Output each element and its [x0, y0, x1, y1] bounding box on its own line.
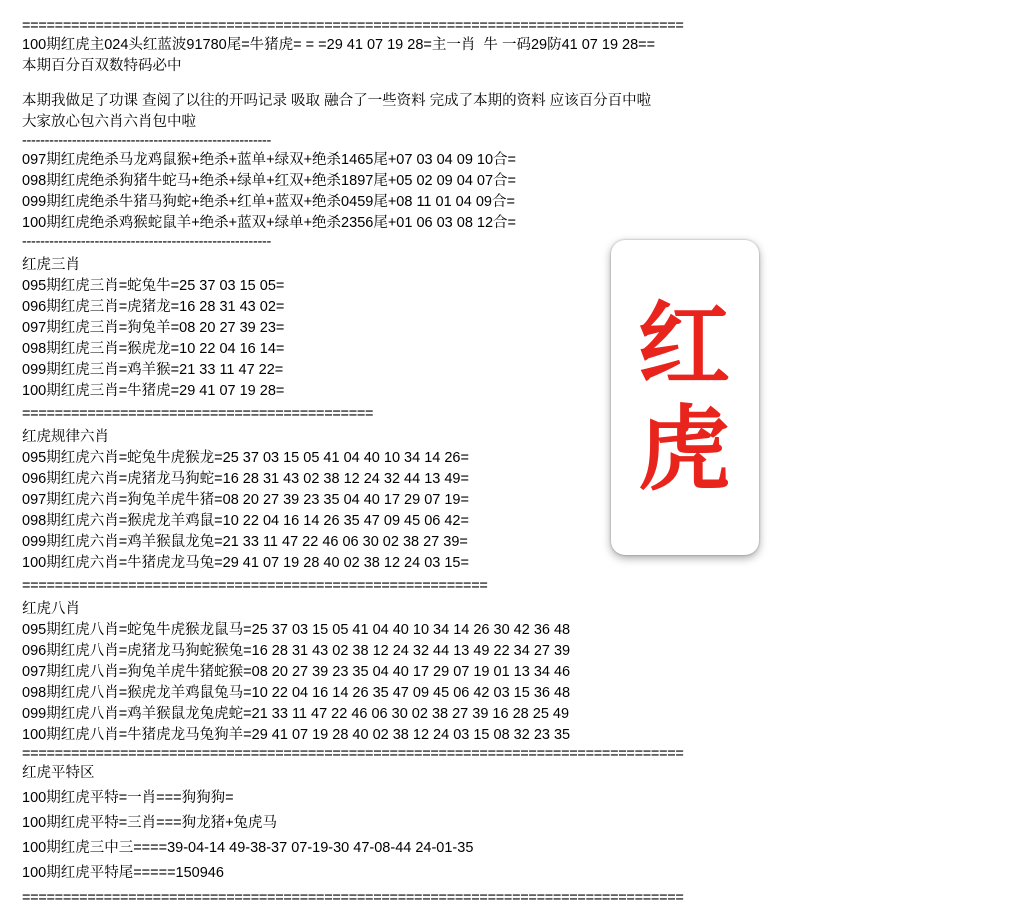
header-line-2: 本期百分百双数特码必中	[22, 58, 182, 74]
pingte-line-2: 100期红虎平特=三肖===狗龙猪+兔虎马	[22, 815, 278, 831]
liuxiao-line-3: 097期红虎六肖=狗兔羊虎牛猪=08 20 27 39 23 35 04 40 17 29 07 19=	[22, 492, 469, 508]
divider-dash-1: -------------------------------------------------------	[22, 133, 272, 149]
section-title-baxiao: 红虎八肖	[22, 601, 80, 617]
pingte-line-1: 100期红虎平特=一肖===狗狗狗=	[22, 790, 234, 806]
liuxiao-line-4: 098期红虎六肖=猴虎龙羊鸡鼠=10 22 04 16 14 26 35 47 09 45 06 42=	[22, 513, 469, 529]
divider-eq-long-2: =================================================================================	[22, 746, 684, 762]
juesha-line-3: 099期红虎绝杀牛猪马狗蛇+绝杀+红单+蓝双+绝杀0459尾+08 11 01 04 09合=	[22, 194, 515, 210]
sanxiao-line-1: 095期红虎三肖=蛇兔牛=25 37 03 15 05=	[22, 278, 285, 294]
liuxiao-line-6: 100期红虎六肖=牛猪虎龙马兔=29 41 07 19 28 40 02 38 12 24 03 15=	[22, 555, 469, 571]
divider-eq-mid-2: =========================================================	[22, 578, 488, 594]
section-title-sanxiao: 红虎三肖	[22, 257, 80, 273]
divider-top: =================================================================================	[22, 18, 684, 34]
juesha-line-4: 100期红虎绝杀鸡猴蛇鼠羊+绝杀+蓝双+绿单+绝杀2356尾+01 06 03 08 12合=	[22, 215, 517, 231]
divider-eq-mid-1: ===========================================	[22, 406, 374, 422]
section-title-liuxiao: 红虎规律六肖	[22, 429, 109, 445]
divider-dash-2: -------------------------------------------------------	[22, 234, 272, 250]
sanxiao-line-6: 100期红虎三肖=牛猪虎=29 41 07 19 28=	[22, 383, 285, 399]
sanxiao-line-2: 096期红虎三肖=虎猪龙=16 28 31 43 02=	[22, 299, 285, 315]
pingte-line-4: 100期红虎平特尾=====150946	[22, 865, 224, 881]
baxiao-line-6: 100期红虎八肖=牛猪虎龙马兔狗羊=29 41 07 19 28 40 02 38 12 24 03 15 08 32 23 35	[22, 727, 571, 743]
baxiao-line-4: 098期红虎八肖=猴虎龙羊鸡鼠兔马=10 22 04 16 14 26 35 47 09 45 06 42 03 15 36 48	[22, 685, 571, 701]
header-line-4: 大家放心包六肖六肖包中啦	[22, 114, 196, 130]
sanxiao-line-3: 097期红虎三肖=狗兔羊=08 20 27 39 23=	[22, 320, 285, 336]
baxiao-line-2: 096期红虎八肖=虎猪龙马狗蛇猴兔=16 28 31 43 02 38 12 24 32 44 13 49 22 34 27 39	[22, 643, 571, 659]
pingte-line-3: 100期红虎三中三====39-04-14 49-38-37 07-19-30 47-08-44 24-01-35	[22, 840, 474, 856]
liuxiao-line-5: 099期红虎六肖=鸡羊猴鼠龙兔=21 33 11 47 22 46 06 30 02 38 27 39=	[22, 534, 468, 550]
baxiao-line-1: 095期红虎八肖=蛇兔牛虎猴龙鼠马=25 37 03 15 05 41 04 40 10 34 14 26 30 42 36 48	[22, 622, 571, 638]
baxiao-line-3: 097期红虎八肖=狗兔羊虎牛猪蛇猴=08 20 27 39 23 35 04 40 17 29 07 19 01 13 34 46	[22, 664, 571, 680]
logo-char-bottom: 虎	[637, 395, 732, 503]
header-line-1: 100期红虎主024头红蓝波91780尾=牛猪虎= = =29 41 07 19 28=主一肖 牛 一码29防41 07 19 28==	[22, 37, 656, 53]
section-title-pingte: 红虎平特区	[22, 765, 95, 781]
juesha-line-2: 098期红虎绝杀狗猪牛蛇马+绝杀+绿单+红双+绝杀1897尾+05 02 09 04 07合=	[22, 173, 517, 189]
sanxiao-line-5: 099期红虎三肖=鸡羊猴=21 33 11 47 22=	[22, 362, 284, 378]
juesha-line-1: 097期红虎绝杀马龙鸡鼠猴+绝杀+蓝单+绿双+绝杀1465尾+07 03 04 09 10合=	[22, 152, 517, 168]
logo-char-top: 红	[637, 292, 732, 400]
header-line-3: 本期我做足了功课 查阅了以往的开吗记录 吸取 融合了一些资料 完成了本期的资料 应该百分百中啦	[22, 93, 652, 109]
liuxiao-line-1: 095期红虎六肖=蛇兔牛虎猴龙=25 37 03 15 05 41 04 40 10 34 14 26=	[22, 450, 469, 466]
logo-card	[611, 240, 759, 555]
divider-bottom: =================================================================================	[22, 890, 684, 906]
baxiao-line-5: 099期红虎八肖=鸡羊猴鼠龙兔虎蛇=21 33 11 47 22 46 06 30 02 38 27 39 16 28 25 49	[22, 706, 570, 722]
liuxiao-line-2: 096期红虎六肖=虎猪龙马狗蛇=16 28 31 43 02 38 12 24 32 44 13 49=	[22, 471, 469, 487]
sanxiao-line-4: 098期红虎三肖=猴虎龙=10 22 04 16 14=	[22, 341, 285, 357]
